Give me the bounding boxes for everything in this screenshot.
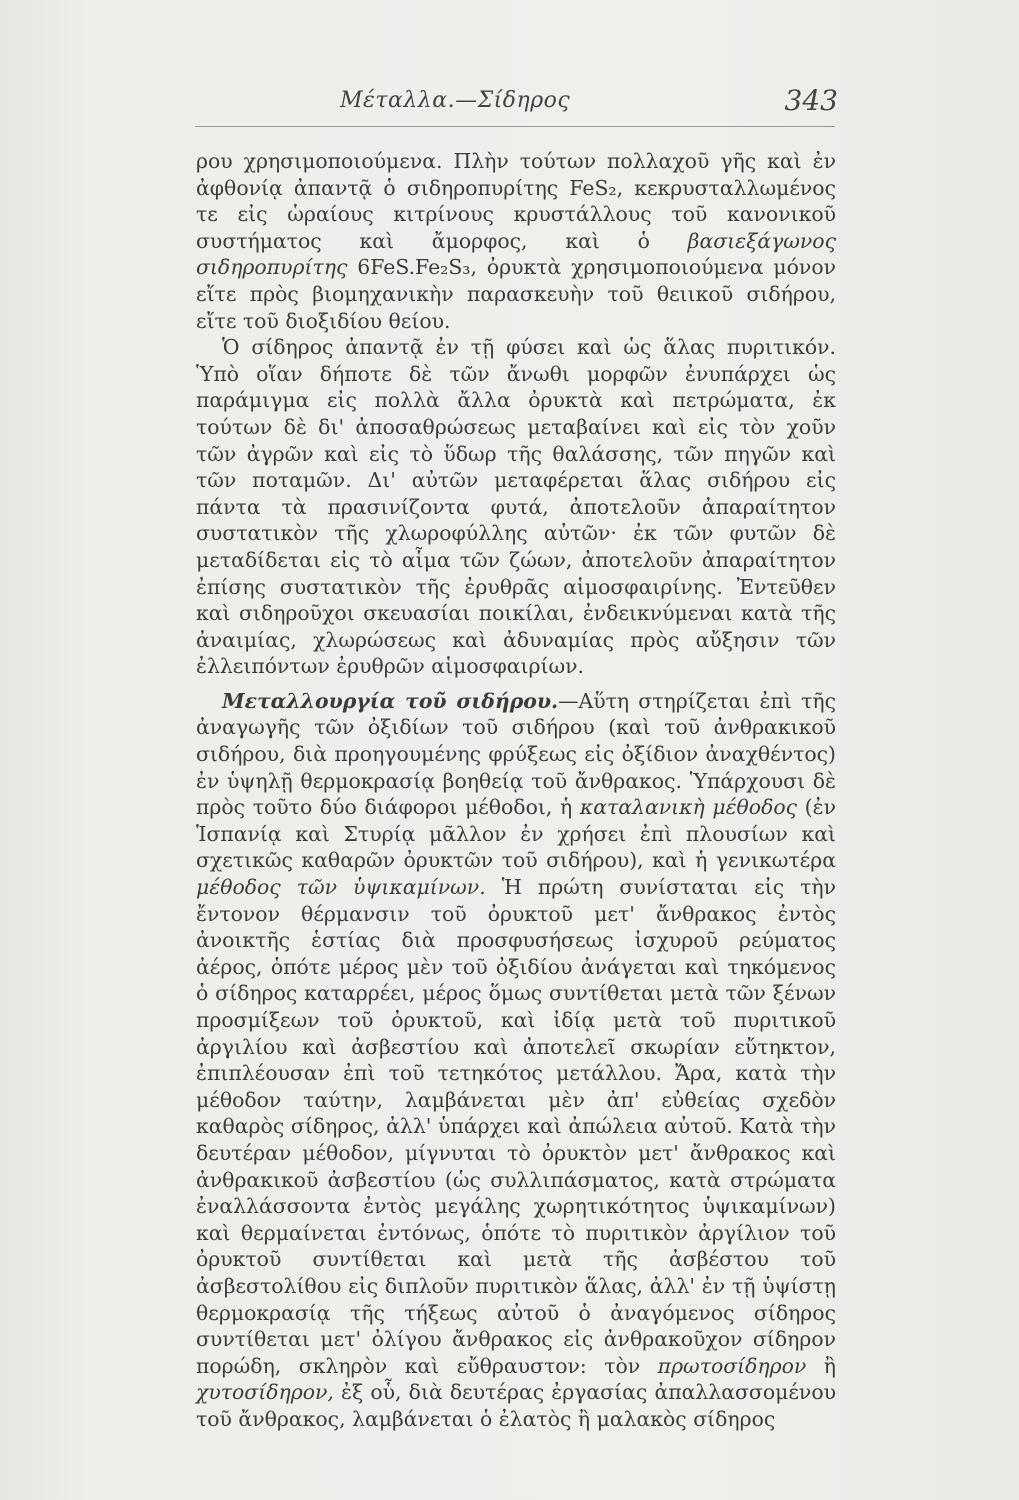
running-head: [280, 80, 840, 120]
header-rule: [195, 126, 835, 127]
paragraph-3-text-e: Ἡ πρώτη συνίσταται εἰς τὴν ἔντονον θέρμανσιν τοῦ ὀρυκτοῦ μετ' ἄνθρακος ἐντὸς ἀνοικτῆς ἑστίας διὰ προσφυσήσεως ἰσχυροῦ ρεύματος ἀέρος, ὁπότε μέρος μὲν τοῦ ὀξιδίου ἀνάγεται καὶ τηκόμενος ὁ σίδηρος καταρρέει, μέρος ὅμως συντίθεται μετὰ τῶν ξένων προσμίξεων τοῦ ὀρυκτοῦ, καὶ ἰδίᾳ μετὰ τοῦ πυριτικοῦ ἀργιλίου καὶ ἀσβεστίου καὶ ἀποτελεῖ σκωρίαν εὔτηκτον, ἐπιπλέουσαν ἐπὶ τοῦ τετηκότος μετάλλου. Ἄρα, κατὰ τὴν μέθοδον ταύτην, λαμβάνεται μὲν ἀπ' εὐθείας σχεδὸν καθαρὸς σίδηρος, ἀλλ' ὑπάρχει καὶ ἀπώλεια αὐτοῦ. Κατὰ τὴν δευτέραν μέθοδον, μίγνυται τὸ ὀρυκτὸν μετ' ἄνθρακος καὶ ἀνθρακικοῦ ἀσβεστίου (ὡς συλλιπάσματος, κατὰ στρώματα ἐναλλάσσοντα ἐντὸς μεγάλης χωρητικότητος ὑψικαμίνων) καὶ θερμαίνεται ἐντόνως, ὁπότε τὸ πυριτικὸν ἀργίλιον τοῦ ὀρυκτοῦ συντίθεται καὶ μετὰ τῆς ἀσβέστου τοῦ ἀσβεστολίθου εἰς διπλοῦν πυριτικὸν ἅλας, ἀλλ' ἐν τῇ ὑψίστῃ θερμοκρασίᾳ τῆς τήξεως αὐτοῦ ὁ ἀναγόμενος σίδηρος συντίθεται μετ' ὀλίγου ἄνθρακος εἰς ἀνθρακοῦχον σίδηρον πορώδη, σκληρὸν καὶ εὔθραυστον: τὸν: [196, 875, 836, 1378]
paragraph-3-italic-term-f: πρωτοσίδηρον: [657, 1353, 807, 1378]
paragraph-3-text-c: (ἐν Ἱσπανίᾳ καὶ Στυρίᾳ μᾶλλον ἐν χρήσει ἐπὶ πλουσίων καὶ σχετικῶς καθαρῶν ὀρυκτῶν τοῦ σιδήρου), καὶ ἡ γενικωτέρα: [196, 795, 836, 873]
running-title: Μέταλλα.—Σίδηρος: [340, 88, 571, 113]
paragraph-1-text-c: 6FeS.Fe₂S₃, ὀρυκτὰ χρησιμοποιούμενα μόνον εἴτε πρὸς βιομηχανικὴν παρασκευὴν τοῦ θειικοῦ σιδήρου, εἴτε τοῦ διοξιδίου θείου.: [196, 255, 836, 333]
page-number: 343: [784, 84, 838, 117]
paragraph-3-italic-method-1: καταλανικὴ μέθοδος: [579, 795, 798, 820]
section-heading: Μεταλλουργία τοῦ σιδήρου.: [222, 688, 559, 713]
paragraph-3-text-g: ἢ: [806, 1353, 836, 1378]
paragraph-3-text-i: ἐξ οὗ, διὰ δευτέρας ἐργασίας ἀπαλλασσομένου τοῦ ἄνθρακος, λαμβάνεται ὁ ἐλατὸς ἢ μαλακὸς σίδηρος: [196, 1380, 836, 1431]
body-text: [196, 148, 836, 1433]
paragraph-3-italic-method-2: μέθοδος τῶν ὑψικαμίνων.: [196, 875, 486, 900]
paragraph-2: Ὁ σίδηρος ἀπαντᾷ ἐν τῇ φύσει καὶ ὡς ἅλας πυριτικόν. Ὑπὸ οἵαν δήποτε δὲ τῶν ἄνωθι μορφῶν ἐνυπάρχει ὡς παράμιγμα εἰς πολλὰ ἄλλα ὀρυκτὰ καὶ πετρώματα, ἐκ τούτων δὲ δι' ἀποσαθρώσεως μεταβαίνει καὶ εἰς τὸν χοῦν τῶν ἀγρῶν καὶ εἰς τὸ ὕδωρ τῆς θαλάσσης, τῶν πηγῶν καὶ τῶν ποταμῶν. Δι' αὐτῶν μεταφέρεται ἅλας σιδήρου εἰς πάντα τὰ πρασινίζοντα φυτά, ἀποτελοῦν ἀπαραίτητον συστατικὸν τῆς χλωροφύλλης αὐτῶν· ἐκ τῶν φυτῶν δὲ μεταδίδεται εἰς τὸ αἷμα τῶν ζώων, ἀποτελοῦν ἀπαραίτητον ἐπίσης συστατικὸν τῆς ἐρυθρᾶς αἱμοσφαιρίνης. Ἐντεῦθεν καὶ σιδηροῦχοι σκευασίαι ποικίλαι, ἐνδεικνύμεναι κατὰ τῆς ἀναιμίας, χλωρώσεως καὶ ἀδυναμίας πρὸς αὔξησιν τῶν ἐλλειπόντων ἐρυθρῶν αἱμοσφαιρίων.: [196, 335, 836, 679]
paragraph-1-italic-term: βασιεξάγωνος σιδηροπυρίτης: [196, 228, 836, 280]
paragraph-3-text-a: —Αὕτη στηρίζεται ἐπὶ τῆς ἀναγωγῆς τῶν ὀξιδίων τοῦ σιδήρου (καὶ τοῦ ἀνθρακικοῦ σιδήρου, διὰ προηγουμένης φρύξεως εἰς ὀξίδιον ἀναχθέντος) ἐν ὑψηλῇ θερμοκρασίᾳ βοηθείᾳ τοῦ ἄνθρακος. Ὑπάρχουσι δὲ πρὸς τοῦτο δύο διάφοροι μέθοδοι, ἡ: [196, 688, 836, 820]
paragraph-3-italic-term-h: χυτοσίδηρον,: [196, 1380, 334, 1405]
paragraph-1-text-a: ρου χρησιμοποιούμενα. Πλὴν τούτων πολλαχοῦ γῆς καὶ ἐν ἀφθονίᾳ ἀπαντᾷ ὁ σιδηροπυρίτης FeS₂, κεκρυσταλλωμένος τε εἰς ὡραίους κιτρίνους κρυστάλλους τοῦ κανονικοῦ συστήματος καὶ ἄμορφος, καὶ ὁ: [196, 149, 836, 253]
paragraph-1: [196, 148, 836, 334]
paragraph-3: [196, 688, 836, 1433]
